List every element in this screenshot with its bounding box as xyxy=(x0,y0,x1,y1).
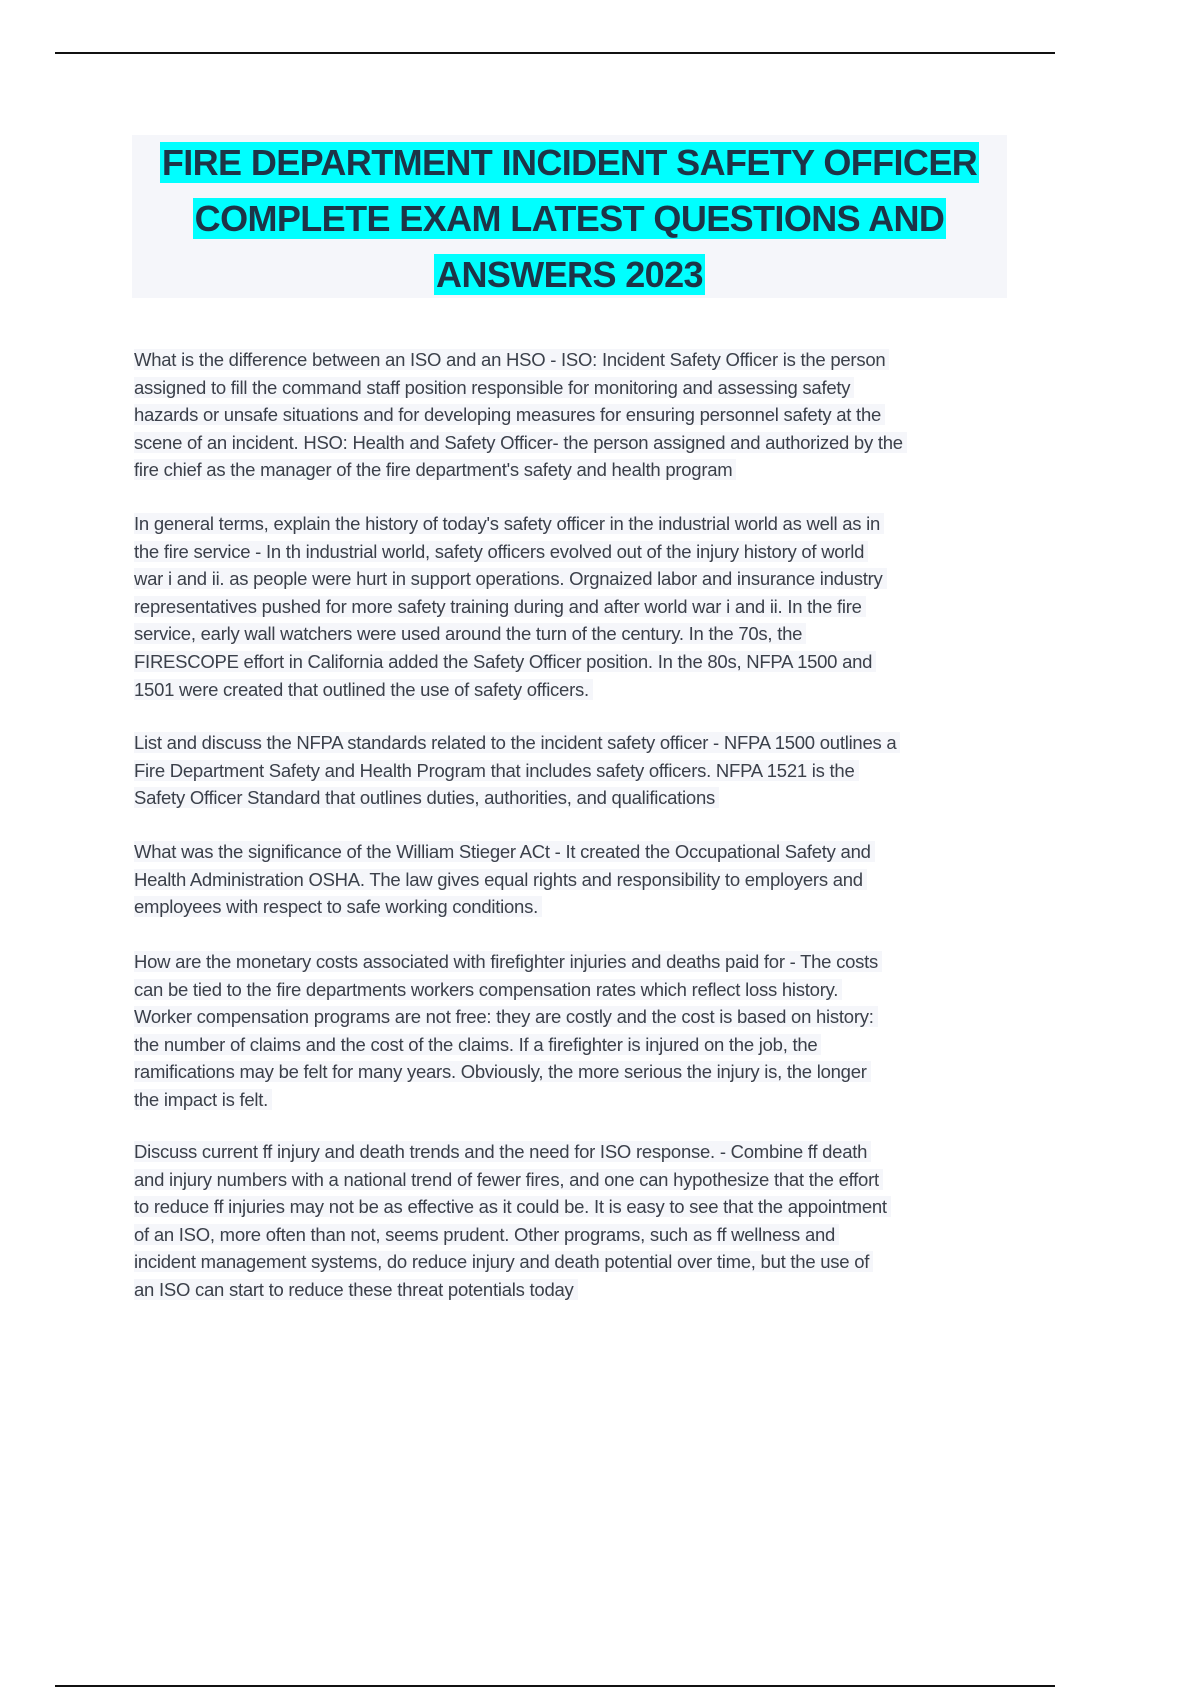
text-line xyxy=(134,1221,1034,1249)
text-line-content: assigned to fill the command staff position responsible for monitoring and assessing safety xyxy=(134,377,854,398)
text-line xyxy=(134,456,1034,484)
text-line-content: incident management systems, do reduce injury and death potential over time, but the use of xyxy=(134,1251,873,1272)
text-line-content: Discuss current ff injury and death trends and the need for ISO response. - Combine ff death xyxy=(134,1141,871,1162)
text-line xyxy=(134,866,1034,894)
qa-paragraph xyxy=(134,838,1034,921)
text-line-content: scene of an incident. HSO: Health and Safety Officer- the person assigned and authorized by the xyxy=(134,432,907,453)
text-line xyxy=(134,593,1034,621)
text-line xyxy=(134,346,1034,374)
text-line-content: In general terms, explain the history of today's safety officer in the industrial world as well as in xyxy=(134,513,884,534)
text-line xyxy=(134,676,1034,704)
document-title xyxy=(132,135,1007,298)
text-line xyxy=(134,648,1034,676)
text-line-content: Worker compensation programs are not free: they are costly and the cost is based on history: xyxy=(134,1006,878,1027)
title-line xyxy=(132,247,1007,303)
text-line xyxy=(134,1058,1034,1086)
top-rule xyxy=(55,52,1055,54)
text-line-content: What is the difference between an ISO and an HSO - ISO: Incident Safety Officer is the person xyxy=(134,349,889,370)
text-line xyxy=(134,510,1034,538)
text-line xyxy=(134,620,1034,648)
title-line xyxy=(132,191,1007,247)
text-line-content: the number of claims and the cost of the claims. If a firefighter is injured on the job, the xyxy=(134,1034,821,1055)
text-line xyxy=(134,893,1034,921)
title-line xyxy=(132,135,1007,191)
text-line xyxy=(134,838,1034,866)
text-line xyxy=(134,948,1034,976)
text-line-content: war i and ii. as people were hurt in support operations. Orgnaized labor and insurance industry xyxy=(134,568,887,589)
text-line xyxy=(134,1193,1034,1221)
qa-paragraph xyxy=(134,510,1034,703)
text-line xyxy=(134,784,1034,812)
text-line xyxy=(134,976,1034,1004)
text-line-content: can be tied to the fire departments workers compensation rates which reflect loss history. xyxy=(134,979,842,1000)
title-line-2: COMPLETE EXAM LATEST QUESTIONS AND xyxy=(194,198,945,239)
bottom-rule xyxy=(55,1685,1055,1687)
qa-paragraph xyxy=(134,1138,1034,1304)
text-line xyxy=(134,1138,1034,1166)
text-line xyxy=(134,1086,1034,1114)
text-line-content: fire chief as the manager of the fire department's safety and health program xyxy=(134,459,736,480)
text-line xyxy=(134,429,1034,457)
qa-paragraph xyxy=(134,346,1034,484)
text-line xyxy=(134,1276,1034,1304)
text-line-content: What was the significance of the William Stieger ACt - It created the Occupational Safety and xyxy=(134,841,875,862)
text-line xyxy=(134,1003,1034,1031)
qa-paragraph xyxy=(134,948,1034,1114)
text-line-content: Health Administration OSHA. The law gives equal rights and responsibility to employers and xyxy=(134,869,867,890)
text-line-content: 1501 were created that outlined the use of safety officers. xyxy=(134,679,593,700)
text-line-content: Safety Officer Standard that outlines duties, authorities, and qualifications xyxy=(134,787,719,808)
text-line-content: and injury numbers with a national trend of fewer fires, and one can hypothesize that the effort xyxy=(134,1169,883,1190)
text-line xyxy=(134,757,1034,785)
text-line xyxy=(134,565,1034,593)
text-line-content: the fire service - In th industrial world, safety officers evolved out of the injury history of world xyxy=(134,541,868,562)
text-line-content: of an ISO, more often than not, seems prudent. Other programs, such as ff wellness and xyxy=(134,1224,839,1245)
text-line xyxy=(134,1031,1034,1059)
text-line-content: employees with respect to safe working conditions. xyxy=(134,896,542,917)
text-line-content: FIRESCOPE effort in California added the Safety Officer position. In the 80s, NFPA 1500 and xyxy=(134,651,876,672)
text-line-content: ramifications may be felt for many years. Obviously, the more serious the injury is, the longer xyxy=(134,1061,871,1082)
title-line-3: ANSWERS 2023 xyxy=(436,254,703,295)
text-line-content: hazards or unsafe situations and for developing measures for ensuring personnel safety at the xyxy=(134,404,885,425)
text-line xyxy=(134,401,1034,429)
text-line xyxy=(134,374,1034,402)
text-line xyxy=(134,729,1034,757)
text-line-content: List and discuss the NFPA standards related to the incident safety officer - NFPA 1500 outlines a xyxy=(134,732,900,753)
text-line xyxy=(134,538,1034,566)
text-line-content: the impact is felt. xyxy=(134,1089,272,1110)
text-line-content: to reduce ff injuries may not be as effective as it could be. It is easy to see that the appointment xyxy=(134,1196,891,1217)
text-line-content: an ISO can start to reduce these threat potentials today xyxy=(134,1279,578,1300)
text-line xyxy=(134,1248,1034,1276)
qa-paragraph xyxy=(134,729,1034,812)
text-line-content: How are the monetary costs associated with firefighter injuries and deaths paid for - The costs xyxy=(134,951,882,972)
text-line-content: service, early wall watchers were used around the turn of the century. In the 70s, the xyxy=(134,623,806,644)
text-line-content: Fire Department Safety and Health Program that includes safety officers. NFPA 1521 is the xyxy=(134,760,859,781)
text-line-content: representatives pushed for more safety training during and after world war i and ii. In the fire xyxy=(134,596,866,617)
text-line xyxy=(134,1166,1034,1194)
title-line-1: FIRE DEPARTMENT INCIDENT SAFETY OFFICER xyxy=(161,142,978,183)
